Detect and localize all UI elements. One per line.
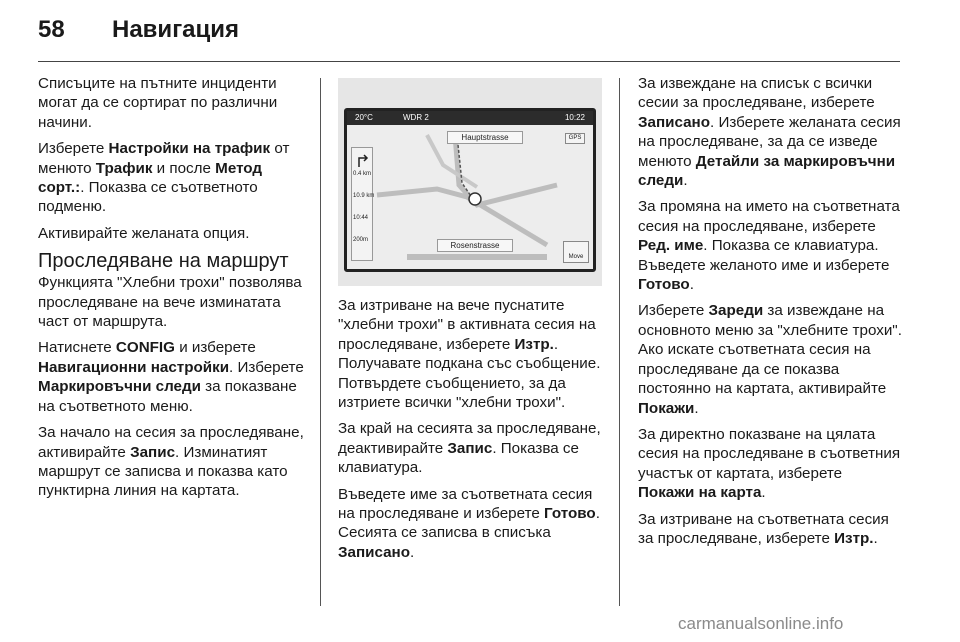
watermark: carmanualsonline.info [678, 614, 844, 633]
paragraph: За промяна на името на съответната сесия на проследяване, изберете Ред. име. Показва се клавиатура. Въведете желаното име и изберете Готово. [638, 198, 900, 294]
paragraph: Функцията "Хлебни трохи" позволява проследяване на вече изминатата част от маршрута. [38, 274, 302, 331]
page-title: Навигация [112, 16, 240, 43]
page-header [38, 16, 239, 52]
clock: 10:22 [564, 113, 585, 122]
paragraph: Активирайте желаната опция. [38, 224, 250, 242]
paragraph: За извеждане на списък с всички сесии за проследяване, изберете Записано. Изберете желаната сесия на проследяване, за да се изведе менюто Детайли за маркировъчни следи. [638, 75, 901, 190]
turn-arrow-icon [356, 154, 370, 168]
route-info-panel [351, 147, 373, 261]
column-2 [338, 296, 608, 569]
paragraph: За край на сесията за проследяване, деактивирайте Запис. Показва се клавиатура. [338, 420, 601, 477]
column-divider-1 [320, 78, 321, 606]
gps-badge: GPS [565, 133, 585, 144]
paragraph: За изтриване на съответната сесия за проследяване, изберете Изтр.. [638, 510, 889, 547]
column-divider-2 [619, 78, 620, 606]
next-turn-distance: 0.4 km [353, 171, 372, 177]
header-rule [38, 61, 900, 62]
paragraph: Въведете име за съответната сесия на проследяване и изберете Готово. Сесията се записва в списъка Записано. [338, 485, 600, 561]
paragraph: Натиснете CONFIG и изберете Навигационни настройки. Изберете Маркировъчни следи за показване на съответното меню. [38, 339, 304, 415]
remaining-distance: 10.9 km [353, 193, 375, 199]
navigation-screenshot [338, 78, 602, 286]
column-3 [638, 74, 902, 555]
display-screen [344, 108, 596, 272]
paragraph: Изберете Зареди за извеждане на основното меню за "хлебните трохи". Ако искате съответната сесия на проследяване да се показва постоянно на картата, активирайте Покажи. [638, 302, 902, 417]
paragraph: Изберете Настройки на трафик от менюто Трафик и после Метод сорт.:. Показва се съответното подменю. [38, 140, 290, 216]
paragraph: За директно показване на цялата сесия на проследяване в съответния участък от картата, изберете Покажи на карта. [638, 425, 901, 502]
radio-station: WDR 2 [403, 113, 429, 122]
paragraph: За изтриване на вече пуснатите "хлебни трохи" в активната сесия на проследяване, изберете Изтр.. Получавате подкана със съобщение. Потвърдете съобщението, за да изтриете всички "хлебни трохи". [338, 297, 601, 412]
section-heading: Проследяване на маршрут [38, 250, 289, 273]
status-bar [347, 111, 593, 125]
arrival-time: 10:44 [353, 215, 369, 221]
street-label-top: Hauptstrasse [447, 131, 523, 144]
temperature: 20°C [355, 113, 373, 122]
vehicle-position-icon [469, 193, 481, 205]
column-1 [38, 74, 310, 508]
move-button: Move [563, 241, 589, 263]
street-label-bottom: Rosenstrasse [437, 239, 513, 252]
paragraph: Списъците на пътните инциденти могат да се сортират по различни начини. [38, 75, 278, 131]
paragraph: За начало на сесия за проследяване, активирайте Запис. Изминатият маршрут се записва и показва като пунктирна линия на картата. [38, 424, 304, 500]
page-number: 58 [38, 16, 65, 43]
map-scale: 200m [353, 237, 369, 243]
